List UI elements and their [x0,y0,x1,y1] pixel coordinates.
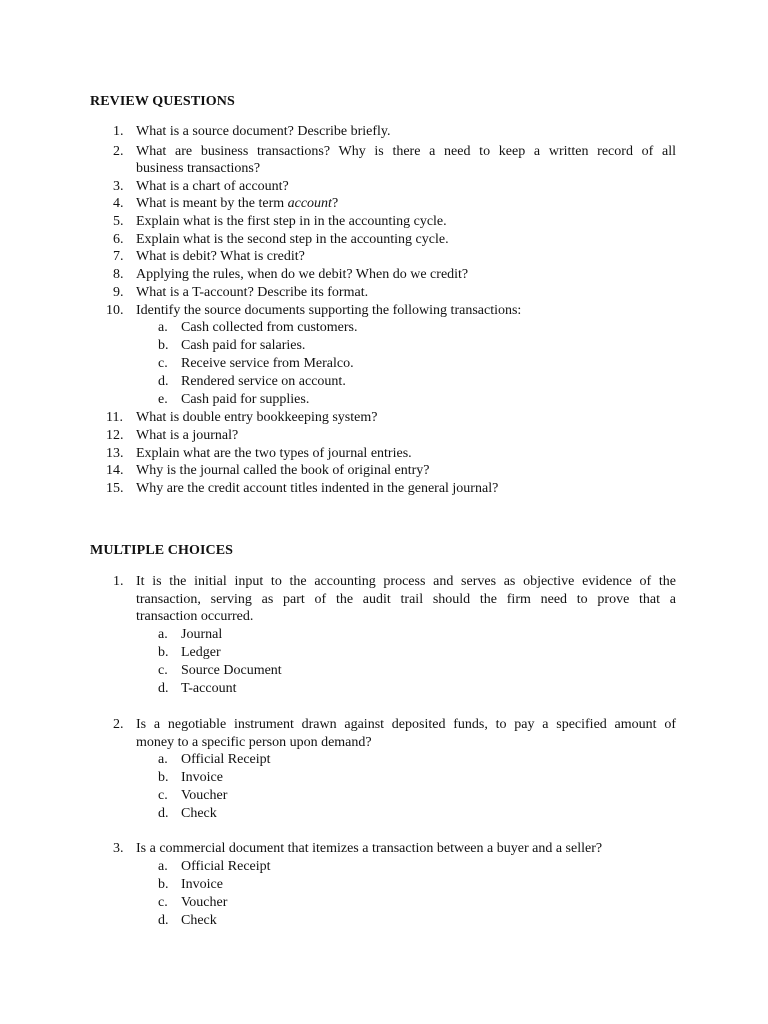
mc-q3-option-b-letter: b. [158,877,169,892]
mc-q1-option-c: Source Document [181,663,282,678]
review-item-7-text: What is debit? What is credit? [136,249,305,264]
review-item-12: 12. [106,428,124,443]
review-item-1: 1. [113,124,124,139]
mc-q1-option-a: Journal [181,627,223,642]
mc-q3-option-b: Invoice [181,877,223,892]
mc-q2-option-d-letter: d. [158,806,169,821]
review-item-2: 2. [113,144,124,159]
mc-q3-option-d: Check [181,913,217,928]
review-item-9: 9. [113,285,124,300]
mc-q1-line3: transaction occurred. [136,609,254,624]
review-item-6: 6. [113,232,124,247]
review-item-10: 10. [106,303,124,318]
mc-q3-option-a-letter: a. [158,859,168,874]
mc-q2-option-b: Invoice [181,770,223,785]
sub-item-c-letter: c. [158,356,168,371]
review-item-15-text: Why are the credit account titles indented in the general journal? [136,481,499,496]
review-item-9-text: What is a T-account? Describe its format. [136,285,369,300]
mc-q3-number: 3. [113,841,124,856]
mc-q2-option-a: Official Receipt [181,752,271,767]
review-item-14: 14. [106,463,124,478]
mc-q2-number: 2. [113,717,124,732]
review-item-11-text: What is double entry bookkeeping system? [136,410,378,425]
sub-item-c-text: Receive service from Meralco. [181,356,354,371]
mc-q3-line1: Is a commercial document that itemizes a transaction between a buyer and a seller? [136,841,603,856]
mc-q2-option-c: Voucher [181,788,228,803]
sub-item-b-text: Cash paid for salaries. [181,338,306,353]
review-item-6-text: Explain what is the second step in the accounting cycle. [136,232,449,247]
review-item-2-cont: business transactions? [136,161,261,176]
mc-q2-option-a-letter: a. [158,752,168,767]
review-item-14-text: Why is the journal called the book of original entry? [136,463,430,478]
review-item-3-text: What is a chart of account? [136,179,289,194]
review-item-4-text: What is meant by the term account? [136,196,339,211]
mc-q3-option-d-letter: d. [158,913,169,928]
review-item-13: 13. [106,446,124,461]
review-item-3: 3. [113,179,124,194]
mc-q1-option-b-letter: b. [158,645,169,660]
sub-item-d-letter: d. [158,374,169,389]
mc-q3-option-c-letter: c. [158,895,168,910]
mc-q1-option-d: T-account [181,681,237,696]
review-item-1-text: What is a source document? Describe briefly. [136,124,391,139]
review-questions-heading: REVIEW QUESTIONS [90,94,235,109]
mc-q2-line1: Is a negotiable instrument drawn against deposited funds, to pay a specified amount of [136,717,676,732]
review-item-11: 11. [106,410,123,425]
mc-q2-option-c-letter: c. [158,788,168,803]
sub-item-b-letter: b. [158,338,169,353]
mc-q3-option-c: Voucher [181,895,228,910]
sub-item-a-text: Cash collected from customers. [181,320,358,335]
italic-term: account [287,196,332,211]
sub-item-d-text: Rendered service on account. [181,374,346,389]
mc-q1-option-b: Ledger [181,645,221,660]
review-item-12-text: What is a journal? [136,428,239,443]
sub-item-e-letter: e. [158,392,168,407]
mc-q3-option-a: Official Receipt [181,859,271,874]
review-item-8-text: Applying the rules, when do we debit? When do we credit? [136,267,469,282]
mc-q2-option-b-letter: b. [158,770,169,785]
review-item-4: 4. [113,196,124,211]
sub-item-e-text: Cash paid for supplies. [181,392,310,407]
mc-q1-option-c-letter: c. [158,663,168,678]
review-item-7: 7. [113,249,124,264]
review-item-5-text: Explain what is the first step in in the accounting cycle. [136,214,447,229]
review-item-2-text: What are business transactions? Why is there a need to keep a written record of all [136,144,676,159]
sub-item-a-letter: a. [158,320,168,335]
mc-q2-line2: money to a specific person upon demand? [136,735,372,750]
review-item-8: 8. [113,267,124,282]
review-item-15: 15. [106,481,124,496]
mc-q1-number: 1. [113,574,124,589]
multiple-choices-heading: MULTIPLE CHOICES [90,543,234,558]
mc-q1-option-d-letter: d. [158,681,169,696]
mc-q1-line1: It is the initial input to the accounting process and serves as objective evidence of the [136,574,676,589]
review-item-13-text: Explain what are the two types of journal entries. [136,446,412,461]
review-item-5: 5. [113,214,124,229]
mc-q1-option-a-letter: a. [158,627,168,642]
mc-q2-option-d: Check [181,806,217,821]
review-item-10-text: Identify the source documents supporting the following transactions: [136,303,522,318]
mc-q1-line2: transaction, serving as part of the audit trail should the firm need to prove that a [136,592,676,607]
